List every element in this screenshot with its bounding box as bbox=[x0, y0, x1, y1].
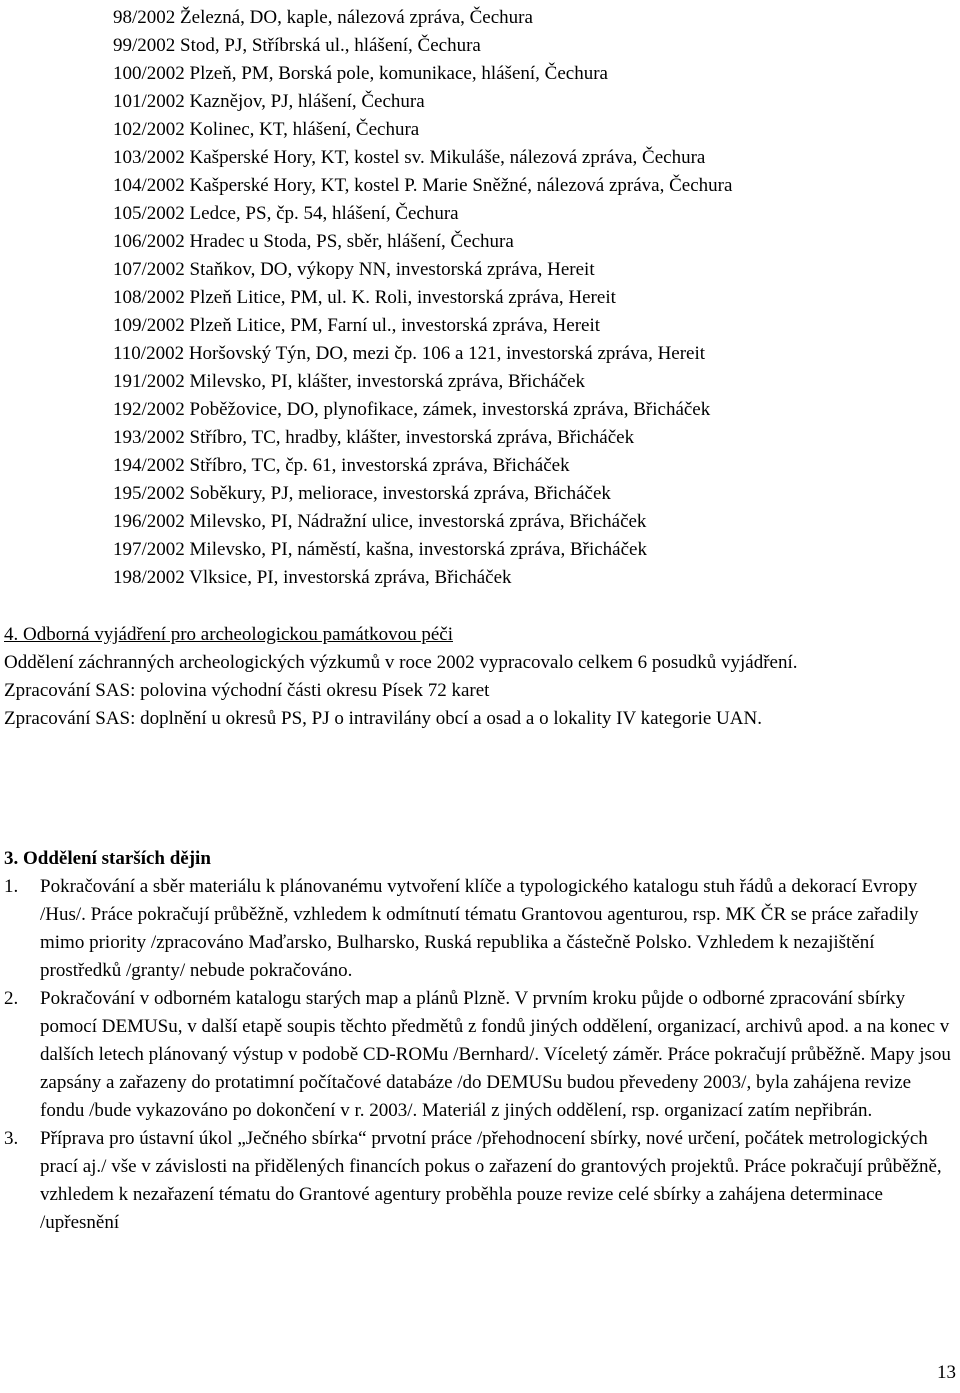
list-item: 105/2002 Ledce, PS, čp. 54, hlášení, Čechura bbox=[113, 203, 459, 224]
list-item: 99/2002 Stod, PJ, Stříbrská ul., hlášení, Čechura bbox=[113, 35, 481, 56]
item-number: 2. bbox=[4, 988, 19, 1009]
list-item: 197/2002 Milevsko, PI, náměstí, kašna, investorská zpráva, Břicháček bbox=[113, 539, 647, 560]
list-item: 102/2002 Kolinec, KT, hlášení, Čechura bbox=[113, 119, 420, 140]
item-number: 3. bbox=[4, 1128, 19, 1149]
list-item: 101/2002 Kaznějov, PJ, hlášení, Čechura bbox=[113, 91, 425, 112]
list-item: 103/2002 Kašperské Hory, KT, kostel sv. Mikuláše, nálezová zpráva, Čechura bbox=[113, 147, 706, 168]
numbered-item bbox=[4, 873, 954, 985]
list-item: 196/2002 Milevsko, PI, Nádražní ulice, investorská zpráva, Břicháček bbox=[113, 511, 647, 532]
list-item: 108/2002 Plzeň Litice, PM, ul. K. Roli, investorská zpráva, Hereit bbox=[113, 287, 616, 308]
section-3 bbox=[4, 845, 954, 1237]
section-4-paragraph: Oddělení záchranných archeologických výzkumů v roce 2002 vypracovalo celkem 6 posudků vyjádření. bbox=[4, 652, 798, 673]
numbered-item bbox=[4, 1125, 954, 1237]
list-item: 110/2002 Horšovský Týn, DO, mezi čp. 106 a 121, investorská zpráva, Hereit bbox=[113, 343, 706, 364]
section-4-paragraph: Zpracování SAS: doplnění u okresů PS, PJ o intravilány obcí a osad a o lokality IV kategorie UAN. bbox=[4, 708, 762, 729]
list-item: 191/2002 Milevsko, PI, klášter, investorská zpráva, Břicháček bbox=[113, 371, 586, 392]
list-item: 195/2002 Soběkury, PJ, meliorace, investorská zpráva, Břicháček bbox=[113, 483, 611, 504]
item-number: 1. bbox=[4, 876, 19, 897]
list-item: 193/2002 Stříbro, TC, hradby, klášter, investorská zpráva, Břicháček bbox=[113, 427, 635, 448]
list-item: 98/2002 Železná, DO, kaple, nálezová zpráva, Čechura bbox=[113, 7, 533, 28]
list-item: 194/2002 Stříbro, TC, čp. 61, investorská zpráva, Břicháček bbox=[113, 455, 570, 476]
list-item: 100/2002 Plzeň, PM, Borská pole, komunikace, hlášení, Čechura bbox=[113, 63, 608, 84]
item-text: Pokračování v odborném katalogu starých map a plánů Plzně. V prvním kroku půjde o odborné zpracování sbírky pomocí DEMUSu, v další etapě soupis těchto předmětů z fondů jiných oddělení, organizací, archivů apod. a na konec v dalších letech plánovaný výstup v podobě CD-ROMu /Bernhard/. Víceletý záměr. Práce pokračují průběžně. Mapy jsou zapsány a zařazeny do protatimní počítačové databáze /do DEMUSu budou převedeny 2003/, byla zahájena revize fondu /bude vykazováno po dokončení v r. 2003/. Materiál z jiných oddělení, rsp. organizací zatím nepřibrán. bbox=[40, 988, 951, 1121]
list-item: 198/2002 Vlksice, PI, investorská zpráva, Břicháček bbox=[113, 567, 512, 588]
numbered-item bbox=[4, 985, 954, 1125]
list-item: 192/2002 Poběžovice, DO, plynofikace, zámek, investorská zpráva, Břicháček bbox=[113, 399, 711, 420]
list-item: 109/2002 Plzeň Litice, PM, Farní ul., investorská zpráva, Hereit bbox=[113, 315, 601, 336]
section-4-heading: 4. Odborná vyjádření pro archeologickou památkovou péči bbox=[4, 624, 453, 645]
report-list bbox=[113, 4, 953, 592]
list-item: 104/2002 Kašperské Hory, KT, kostel P. Marie Sněžné, nálezová zpráva, Čechura bbox=[113, 175, 733, 196]
item-text: Příprava pro ústavní úkol „Ječného sbírka“ prvotní práce /přehodnocení sbírky, nové určení, počátek metrologických prací aj./ vše v závislosti na přidělených financích pokus o zařazení do grantových projektů. Práce pokračují průběžně, vzhledem k nezařazení tématu do Grantové agentury proběhla pouze revize celé sbírky a zahájena determinace /upřesnění bbox=[40, 1128, 942, 1233]
section-4-paragraph: Zpracování SAS: polovina východní části okresu Písek 72 karet bbox=[4, 680, 490, 701]
item-text: Pokračování a sběr materiálu k plánovanému vytvoření klíče a typologického katalogu stuh řádů a dekorací Evropy /Hus/. Práce pokračují průběžně, vzhledem k odmítnutí tématu Grantovou agenturou, rsp. MK ČR se práce zařadily mimo priority /zpracováno Maďarsko, Bulharsko, Ruská republika a částečně Polsko. Vzhledem k nezajištění prostředků /granty/ nebude pokračováno. bbox=[40, 876, 919, 981]
section-4 bbox=[4, 621, 954, 733]
list-item: 107/2002 Staňkov, DO, výkopy NN, investorská zpráva, Hereit bbox=[113, 259, 595, 280]
list-item: 106/2002 Hradec u Stoda, PS, sběr, hlášení, Čechura bbox=[113, 231, 514, 252]
section-3-heading: 3. Oddělení starších dějin bbox=[4, 848, 211, 869]
page-number: 13 bbox=[937, 1362, 956, 1383]
